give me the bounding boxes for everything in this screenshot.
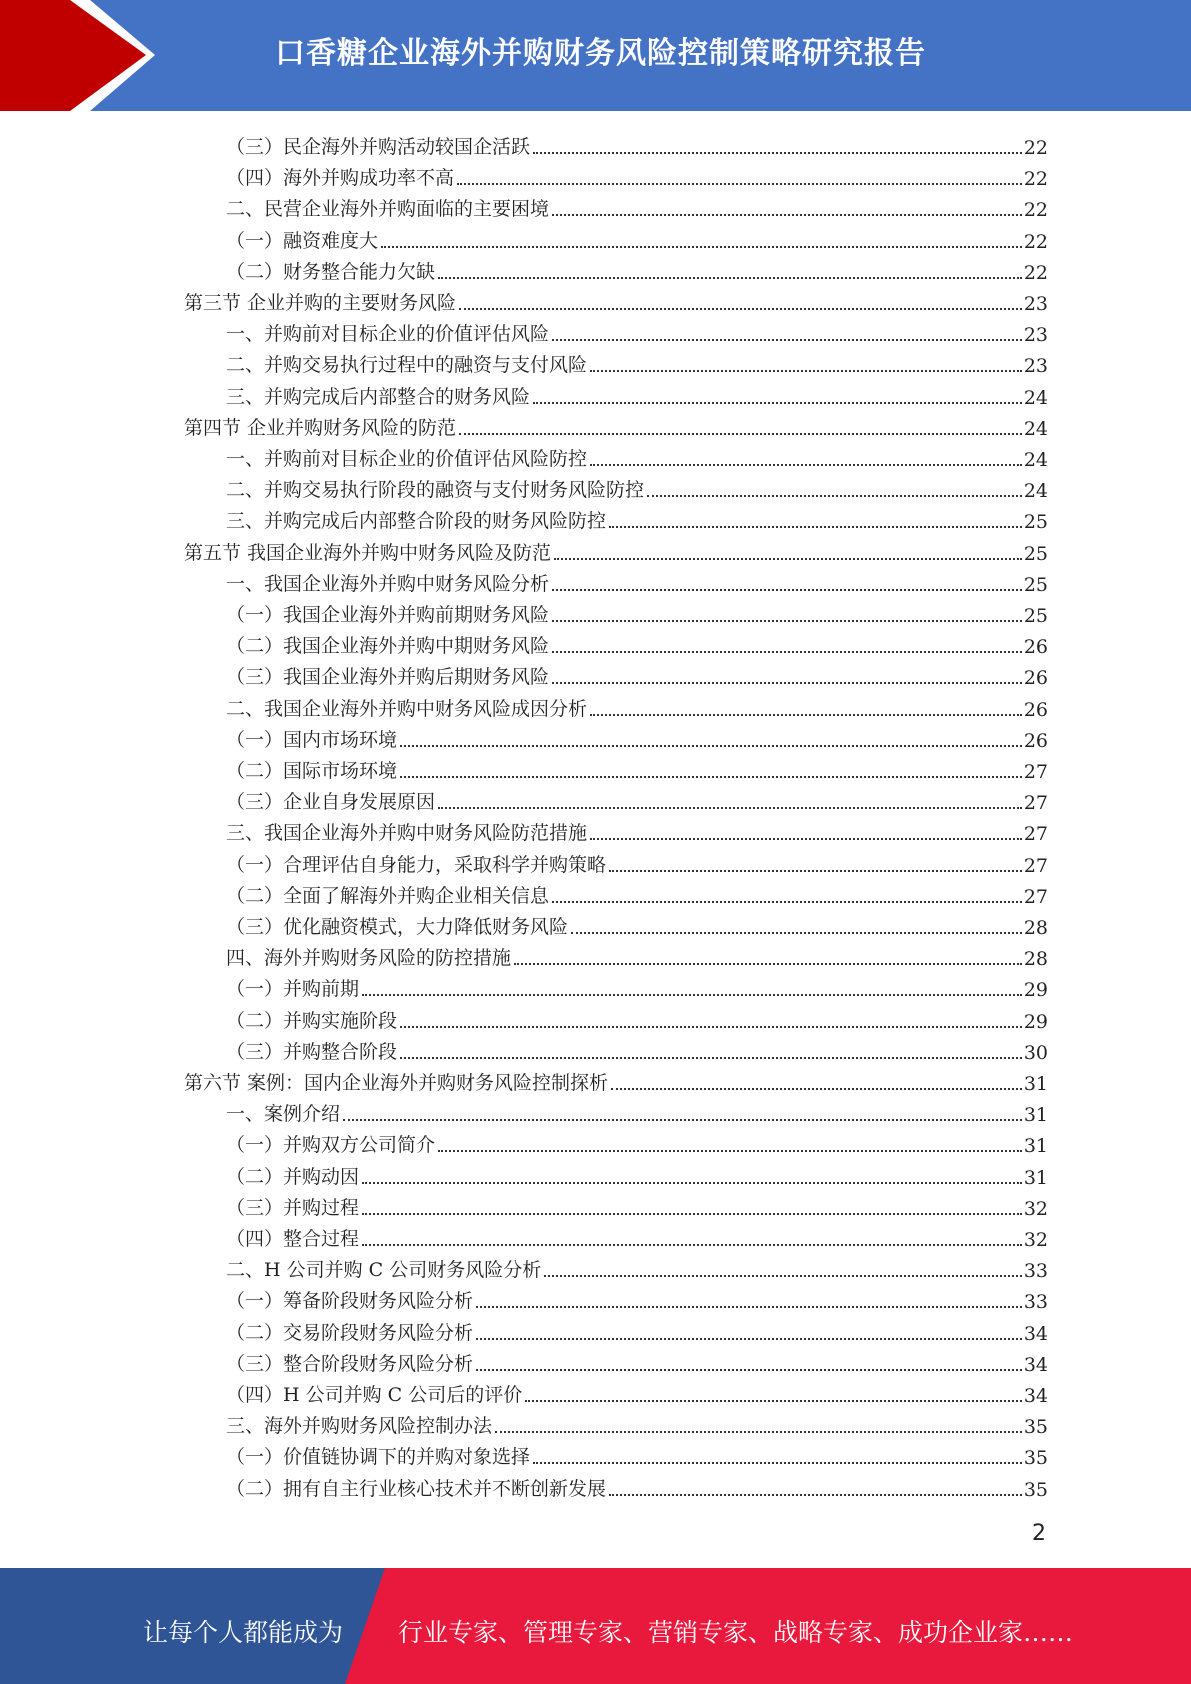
toc-entry[interactable]: [226, 1095, 1048, 1126]
toc-entry-page: 31: [1023, 1167, 1048, 1189]
toc-dot-leader: [476, 1306, 1022, 1308]
toc-dot-leader: [590, 370, 1022, 372]
toc-dot-leader: [609, 526, 1022, 528]
toc-entry-label: （三）并购过程: [226, 1197, 360, 1219]
toc-entry-page: 24: [1023, 418, 1048, 440]
toc-dot-leader: [552, 339, 1022, 341]
toc-entry[interactable]: [226, 1033, 1048, 1064]
toc-entry[interactable]: [226, 970, 1048, 1001]
toc-entry-page: 22: [1023, 137, 1048, 159]
toc-entry-page: 34: [1023, 1323, 1048, 1345]
toc-entry-page: 27: [1023, 886, 1048, 908]
toc-entry-page: 31: [1023, 1073, 1048, 1095]
toc-entry-page: 28: [1023, 948, 1048, 970]
toc-entry[interactable]: [226, 378, 1048, 409]
toc-dot-leader: [552, 214, 1022, 216]
toc-entry-page: 29: [1023, 1011, 1048, 1033]
toc-entry[interactable]: [184, 284, 1048, 315]
toc-entry-label: （二）我国企业海外并购中期财务风险: [226, 635, 550, 657]
toc-entry[interactable]: [226, 253, 1048, 284]
toc-entry[interactable]: [226, 596, 1048, 627]
toc-dot-leader: [476, 1369, 1022, 1371]
toc-entry-label: 一、并购前对目标企业的价值评估风险防控: [226, 448, 588, 470]
toc-dot-leader: [525, 1400, 1022, 1402]
toc-entry-label: 二、并购交易执行阶段的融资与支付财务风险防控: [226, 479, 645, 501]
toc-entry[interactable]: [226, 1470, 1048, 1501]
toc-entry-label: 三、我国企业海外并购中财务风险防范措施: [226, 822, 588, 844]
toc-entry-label: 二、H 公司并购 C 公司财务风险分析: [226, 1259, 542, 1281]
toc-dot-leader: [343, 1119, 1022, 1121]
toc-dot-leader: [590, 464, 1022, 466]
toc-entry[interactable]: [226, 1345, 1048, 1376]
header-title: 口香糖企业海外并购财务风险控制策略研究报告: [275, 36, 926, 71]
toc-entry-label: （一）合理评估自身能力，采取科学并购策略: [226, 854, 607, 876]
toc-entry-label: （四）整合过程: [226, 1228, 360, 1250]
toc-entry-page: 35: [1023, 1479, 1048, 1501]
toc-entry-label: 一、我国企业海外并购中财务风险分析: [226, 573, 550, 595]
toc-entry-page: 32: [1023, 1229, 1048, 1251]
toc-dot-leader: [647, 495, 1022, 497]
toc-entry-page: 30: [1023, 1042, 1048, 1064]
toc-entry-page: 35: [1023, 1416, 1048, 1438]
toc-entry-label: （二）财务整合能力欠缺: [226, 261, 436, 283]
toc-entry-page: 34: [1023, 1385, 1048, 1407]
toc-dot-leader: [400, 745, 1022, 747]
toc-entry-page: 34: [1023, 1354, 1048, 1376]
toc-dot-leader: [438, 807, 1022, 809]
toc-dot-leader: [438, 1150, 1022, 1152]
toc-entry[interactable]: [226, 877, 1048, 908]
toc-dot-leader: [400, 1026, 1022, 1028]
toc-entry[interactable]: [226, 658, 1048, 689]
toc-entry-page: 25: [1023, 605, 1048, 627]
header-chevron-arrow-icon: [0, 0, 146, 111]
toc-entry[interactable]: [226, 752, 1048, 783]
page-header: [0, 0, 1191, 111]
toc-dot-leader: [609, 870, 1022, 872]
toc-entry-page: 31: [1023, 1104, 1048, 1126]
toc-entry[interactable]: [226, 1220, 1048, 1251]
toc-entry-page: 22: [1023, 262, 1048, 284]
toc-entry-page: 22: [1023, 199, 1048, 221]
toc-entry-label: （一）价值链协调下的并购对象选择: [226, 1446, 531, 1468]
toc-dot-leader: [400, 1057, 1022, 1059]
toc-entry-page: 24: [1023, 449, 1048, 471]
toc-entry-label: 第六节 案例：国内企业海外并购财务风险控制探析: [184, 1072, 609, 1094]
toc-entry[interactable]: [226, 502, 1048, 533]
toc-dot-leader: [400, 776, 1022, 778]
toc-entry[interactable]: [226, 471, 1048, 502]
toc-entry-label: （一）筹备阶段财务风险分析: [226, 1290, 474, 1312]
toc-dot-leader: [552, 589, 1022, 591]
toc-entry[interactable]: [226, 627, 1048, 658]
toc-entry-label: （一）我国企业海外并购前期财务风险: [226, 604, 550, 626]
toc-entry[interactable]: [226, 315, 1048, 346]
toc-entry-label: 二、民营企业海外并购面临的主要困境: [226, 198, 550, 220]
toc-entry-label: （二）交易阶段财务风险分析: [226, 1322, 474, 1344]
toc-entry[interactable]: [226, 1376, 1048, 1407]
toc-dot-leader: [571, 932, 1022, 934]
toc-entry-page: 23: [1023, 355, 1048, 377]
toc-entry-label: （四）海外并购成功率不高: [226, 167, 455, 189]
toc-entry-page: 26: [1023, 730, 1048, 752]
toc-entry-label: 一、案例介绍: [226, 1103, 341, 1125]
toc-entry-label: （二）并购动因: [226, 1166, 360, 1188]
toc-entry-page: 23: [1023, 293, 1048, 315]
toc-dot-leader: [552, 651, 1022, 653]
toc-entry[interactable]: [226, 1251, 1048, 1282]
toc-entry-label: （三）优化融资模式，大力降低财务风险: [226, 916, 569, 938]
toc-entry-page: 25: [1023, 511, 1048, 533]
toc-entry[interactable]: [226, 939, 1048, 970]
toc-entry-label: （三）民企海外并购活动较国企活跃: [226, 136, 531, 158]
toc-entry[interactable]: [226, 159, 1048, 190]
toc-entry-label: 二、并购交易执行过程中的融资与支付风险: [226, 354, 588, 376]
toc-dot-leader: [533, 152, 1022, 154]
toc-dot-leader: [609, 1494, 1022, 1496]
toc-entry-label: 第四节 企业并购财务风险的防范: [184, 417, 457, 439]
toc-entry-label: （三）企业自身发展原因: [226, 791, 436, 813]
toc-entry-page: 27: [1023, 792, 1048, 814]
toc-entry-page: 26: [1023, 667, 1048, 689]
toc-dot-leader: [459, 308, 1022, 310]
toc-dot-leader: [438, 277, 1022, 279]
toc-entry-label: （一）并购双方公司简介: [226, 1134, 436, 1156]
toc-entry-page: 27: [1023, 855, 1048, 877]
toc-entry-label: 四、海外并购财务风险的防控措施: [226, 947, 512, 969]
toc-entry[interactable]: [226, 346, 1048, 377]
toc-entry-page: 29: [1023, 979, 1048, 1001]
toc-dot-leader: [544, 1275, 1022, 1277]
toc-entry-label: 第五节 我国企业海外并购中财务风险及防范: [184, 542, 552, 564]
toc-entry-label: 三、海外并购财务风险控制办法: [226, 1415, 493, 1437]
toc-dot-leader: [552, 901, 1022, 903]
toc-entry[interactable]: [226, 783, 1048, 814]
toc-entry-label: 二、我国企业海外并购中财务风险成因分析: [226, 698, 588, 720]
toc-entry-label: 一、并购前对目标企业的价值评估风险: [226, 323, 550, 345]
toc-entry-page: 25: [1023, 543, 1048, 565]
toc-entry[interactable]: [226, 814, 1048, 845]
toc-dot-leader: [590, 838, 1022, 840]
footer-slogan-right: 行业专家、管理专家、营销专家、战略专家、成功企业家……: [398, 1618, 1074, 1647]
toc-entry[interactable]: [184, 1064, 1048, 1095]
toc-entry-page: 35: [1023, 1447, 1048, 1469]
toc-entry-page: 25: [1023, 574, 1048, 596]
toc-dot-leader: [362, 994, 1022, 996]
toc-entry-page: 33: [1023, 1291, 1048, 1313]
toc-entry-page: 33: [1023, 1260, 1048, 1282]
toc-entry-label: （二）拥有自主行业核心技术并不断创新发展: [226, 1478, 607, 1500]
toc-dot-leader: [552, 620, 1022, 622]
toc-entry[interactable]: [226, 1189, 1048, 1220]
toc-entry[interactable]: [226, 1407, 1048, 1438]
toc-entry[interactable]: [226, 1126, 1048, 1157]
toc-entry-label: 三、并购完成后内部整合阶段的财务风险防控: [226, 510, 607, 532]
page-number: 2: [1032, 1521, 1046, 1546]
toc-entry-page: 26: [1023, 699, 1048, 721]
toc-entry-label: （二）国际市场环境: [226, 760, 398, 782]
toc-entry[interactable]: [226, 1282, 1048, 1313]
toc-entry[interactable]: [226, 440, 1048, 471]
toc-dot-leader: [533, 402, 1022, 404]
toc-entry-page: 28: [1023, 917, 1048, 939]
toc-entry[interactable]: [226, 1438, 1048, 1469]
toc-entry[interactable]: [226, 222, 1048, 253]
toc-entry-label: 三、并购完成后内部整合的财务风险: [226, 386, 531, 408]
toc-entry-page: 26: [1023, 636, 1048, 658]
toc-entry-page: 24: [1023, 387, 1048, 409]
toc-entry-label: （三）整合阶段财务风险分析: [226, 1353, 474, 1375]
page-footer: [0, 1568, 1191, 1684]
toc-dot-leader: [362, 1182, 1022, 1184]
toc-entry[interactable]: [226, 1002, 1048, 1033]
toc-dot-leader: [459, 433, 1022, 435]
toc-dot-leader: [533, 1462, 1022, 1464]
toc-entry[interactable]: [226, 1314, 1048, 1345]
toc-dot-leader: [554, 558, 1022, 560]
toc-entry[interactable]: [226, 690, 1048, 721]
toc-entry-page: 27: [1023, 823, 1048, 845]
toc-entry[interactable]: [226, 565, 1048, 596]
toc-entry-label: （一）并购前期: [226, 978, 360, 1000]
toc-entry[interactable]: [226, 846, 1048, 877]
toc-entry-label: （四）H 公司并购 C 公司后的评价: [226, 1384, 523, 1406]
toc-dot-leader: [476, 1338, 1022, 1340]
toc-entry[interactable]: [226, 1158, 1048, 1189]
toc-entry-page: 31: [1023, 1135, 1048, 1157]
footer-slogan-left: 让每个人都能成为: [143, 1618, 344, 1647]
toc-entry[interactable]: [184, 409, 1048, 440]
toc-entry-page: 22: [1023, 168, 1048, 190]
toc-entry-label: 第三节 企业并购的主要财务风险: [184, 292, 457, 314]
toc-entry-page: 23: [1023, 324, 1048, 346]
toc-entry-page: 32: [1023, 1198, 1048, 1220]
toc-entry-label: （二）全面了解海外并购企业相关信息: [226, 885, 550, 907]
toc-dot-leader: [381, 246, 1022, 248]
toc-entry[interactable]: [226, 128, 1048, 159]
toc-entry-page: 24: [1023, 480, 1048, 502]
toc-dot-leader: [552, 682, 1022, 684]
toc-entry-page: 22: [1023, 231, 1048, 253]
toc-entry-label: （三）我国企业海外并购后期财务风险: [226, 666, 550, 688]
toc-dot-leader: [611, 1088, 1022, 1090]
toc-dot-leader: [362, 1244, 1022, 1246]
toc-dot-leader: [457, 183, 1022, 185]
toc-entry-label: （一）国内市场环境: [226, 729, 398, 751]
toc-dot-leader: [590, 714, 1022, 716]
toc-entry-label: （一）融资难度大: [226, 230, 379, 252]
toc-entry[interactable]: [226, 190, 1048, 221]
toc-dot-leader: [362, 1213, 1022, 1215]
toc-entry-label: （二）并购实施阶段: [226, 1010, 398, 1032]
toc-entry[interactable]: [184, 534, 1048, 565]
toc-dot-leader: [495, 1431, 1022, 1433]
toc-entry[interactable]: [226, 721, 1048, 752]
toc-entry-page: 27: [1023, 761, 1048, 783]
toc-entry-label: （三）并购整合阶段: [226, 1041, 398, 1063]
toc-dot-leader: [514, 963, 1022, 965]
toc-entry[interactable]: [226, 908, 1048, 939]
